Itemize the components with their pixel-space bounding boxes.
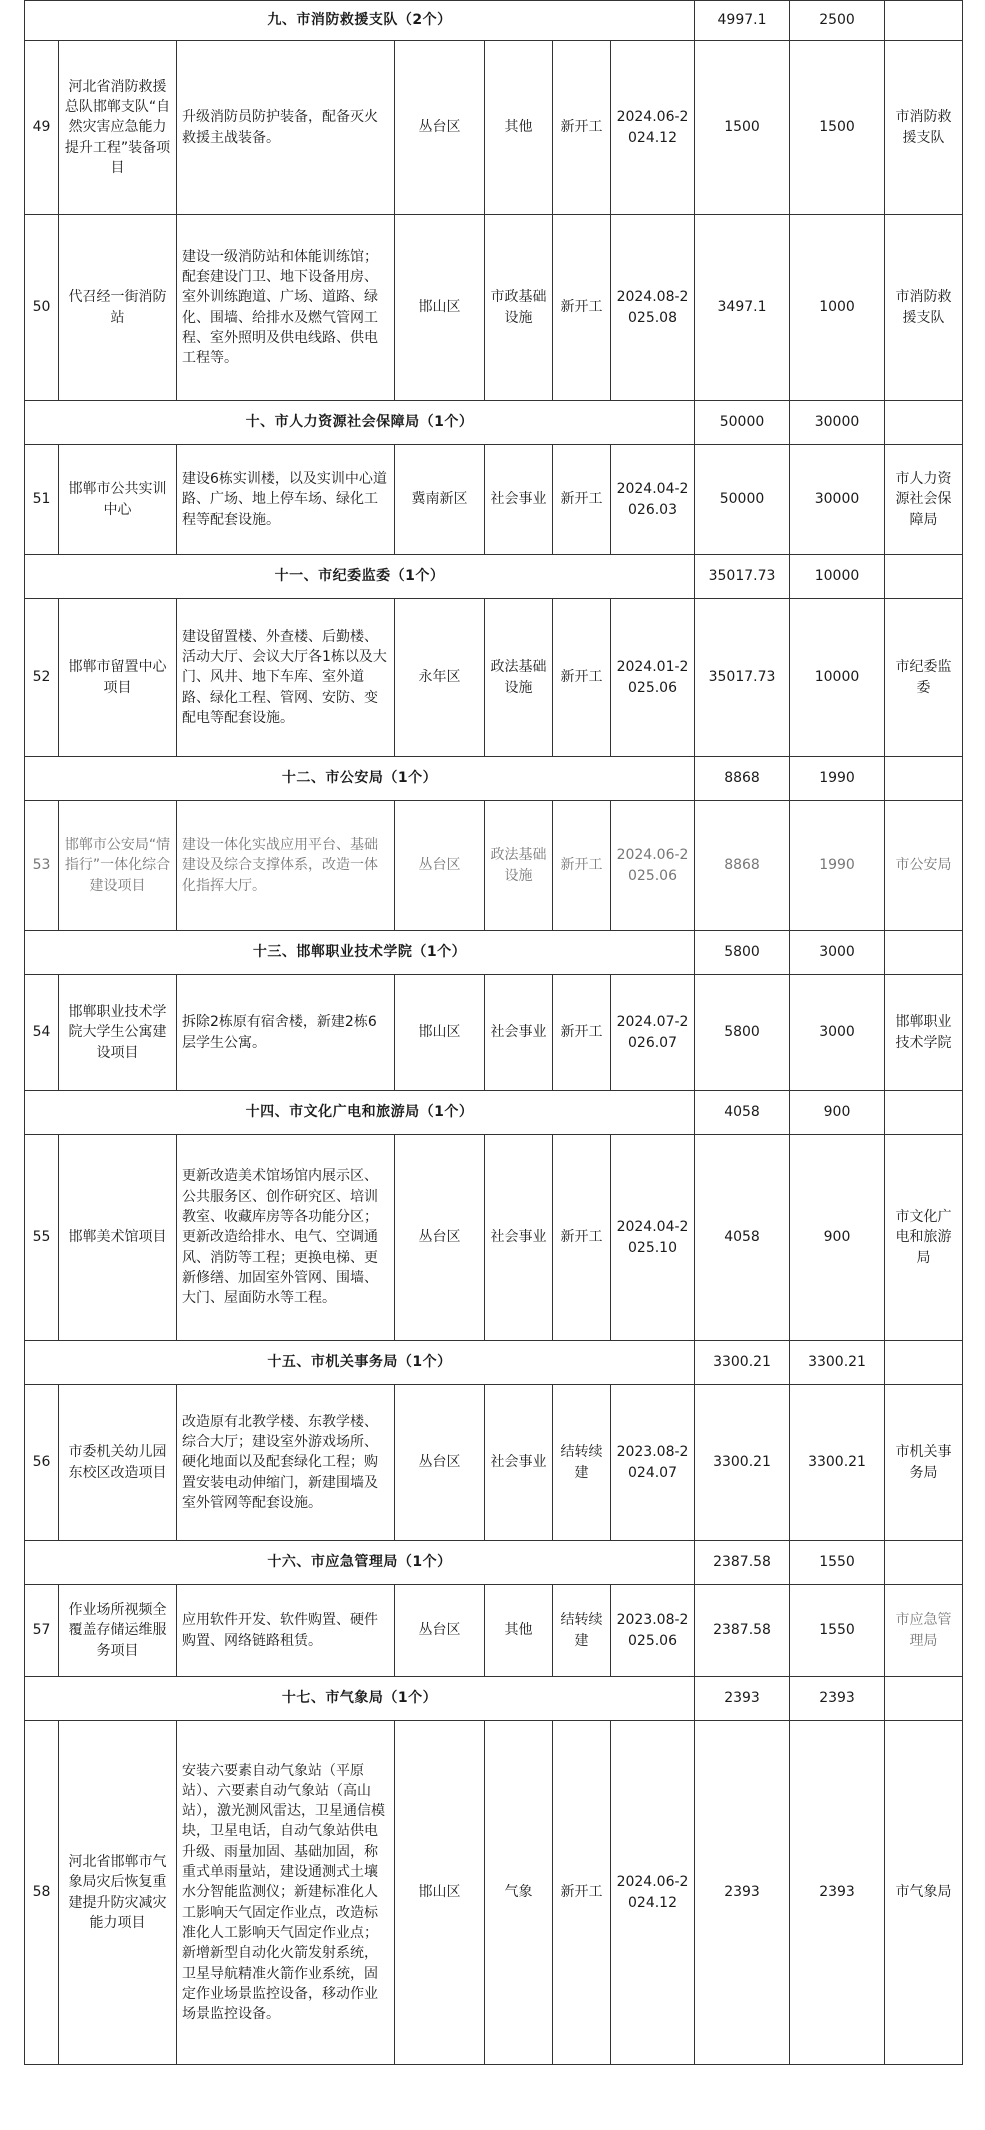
project-content: 建设一级消防站和体能训练馆；配套建设门卫、地下设备用房、室外训练跑道、广场、道路、绿化、围墙、给排水及燃气管网工程、室外照明及供电线路、供电工程等。: [177, 215, 395, 401]
project-annual-investment: 1000: [790, 215, 885, 401]
project-content: 安装六要素自动气象站（平原站）、六要素自动气象站（高山站），激光测风雷达，卫星通信模块，卫星电话，自动气象站供电升级、雨量加固、基础加固，称重式单雨量站，建设通测式土壤水分智能监测仪；新建标准化人工影响天气固定作业点，改造标准化人工影响天气固定作业点；新增新型自动化火箭发射系统，卫星导航精准火箭作业系统，固定作业场景监控设备，移动作业场景监控设备。: [177, 1721, 395, 2065]
project-row: [25, 975, 963, 1091]
group-total-investment: 35017.73: [695, 555, 790, 599]
project-name: 邯郸市留置中心项目: [59, 599, 177, 757]
project-total-investment: 35017.73: [695, 599, 790, 757]
project-annual-investment: 10000: [790, 599, 885, 757]
project-total-investment: 4058: [695, 1135, 790, 1341]
group-row: [25, 757, 963, 801]
group-row: [25, 401, 963, 445]
project-type: 社会事业: [485, 445, 553, 555]
group-total-investment: 4058: [695, 1091, 790, 1135]
project-type: 市政基础设施: [485, 215, 553, 401]
group-total-investment: 50000: [695, 401, 790, 445]
project-status: 新开工: [553, 801, 611, 931]
project-name: 邯郸市公共实训中心: [59, 445, 177, 555]
group-total-investment: 3300.21: [695, 1341, 790, 1385]
project-period: 2023.08-2024.07: [611, 1385, 695, 1541]
group-total-investment: 5800: [695, 931, 790, 975]
group-total-investment: 8868: [695, 757, 790, 801]
project-status: 新开工: [553, 445, 611, 555]
group-row: [25, 1, 963, 41]
group-title: 十四、市文化广电和旅游局（1个）: [25, 1091, 695, 1135]
project-number: 50: [25, 215, 59, 401]
project-status: 结转续建: [553, 1585, 611, 1677]
project-number: 52: [25, 599, 59, 757]
project-type: 社会事业: [485, 975, 553, 1091]
project-name: 市委机关幼儿园东校区改造项目: [59, 1385, 177, 1541]
project-name: 邯郸职业技术学院大学生公寓建设项目: [59, 975, 177, 1091]
project-table: [24, 0, 963, 2065]
project-status: 新开工: [553, 975, 611, 1091]
group-annual-investment: 900: [790, 1091, 885, 1135]
project-responsible-unit: 市公安局: [885, 801, 963, 931]
project-responsible-unit: 市气象局: [885, 1721, 963, 2065]
project-content: 建设6栋实训楼，以及实训中心道路、广场、地上停车场、绿化工程等配套设施。: [177, 445, 395, 555]
group-annual-investment: 3000: [790, 931, 885, 975]
project-total-investment: 5800: [695, 975, 790, 1091]
group-title: 九、市消防救援支队（2个）: [25, 1, 695, 41]
group-row: [25, 1541, 963, 1585]
group-empty-cell: [885, 757, 963, 801]
group-title: 十七、市气象局（1个）: [25, 1677, 695, 1721]
project-annual-investment: 3000: [790, 975, 885, 1091]
project-location: 丛台区: [395, 41, 485, 215]
project-content: 应用软件开发、软件购置、硬件购置、网络链路租赁。: [177, 1585, 395, 1677]
project-row: [25, 41, 963, 215]
group-empty-cell: [885, 1091, 963, 1135]
project-number: 53: [25, 801, 59, 931]
project-responsible-unit: 市纪委监委: [885, 599, 963, 757]
project-name: 邯郸美术馆项目: [59, 1135, 177, 1341]
project-status: 新开工: [553, 1721, 611, 2065]
project-name: 邯郸市公安局“情指行”一体化综合建设项目: [59, 801, 177, 931]
project-responsible-unit: 市文化广电和旅游局: [885, 1135, 963, 1341]
project-status: 新开工: [553, 215, 611, 401]
project-content: 拆除2栋原有宿舍楼，新建2栋6层学生公寓。: [177, 975, 395, 1091]
project-location: 邯山区: [395, 215, 485, 401]
project-total-investment: 3497.1: [695, 215, 790, 401]
group-total-investment: 2387.58: [695, 1541, 790, 1585]
project-annual-investment: 2393: [790, 1721, 885, 2065]
project-type: 其他: [485, 41, 553, 215]
project-row: [25, 445, 963, 555]
project-number: 58: [25, 1721, 59, 2065]
project-location: 丛台区: [395, 801, 485, 931]
project-annual-investment: 1550: [790, 1585, 885, 1677]
project-type: 社会事业: [485, 1135, 553, 1341]
project-number: 56: [25, 1385, 59, 1541]
project-content: 建设一体化实战应用平台、基础建设及综合支撑体系，改造一体化指挥大厅。: [177, 801, 395, 931]
project-number: 57: [25, 1585, 59, 1677]
project-location: 邯山区: [395, 1721, 485, 2065]
project-responsible-unit: 市应急管理局: [885, 1585, 963, 1677]
project-location: 永年区: [395, 599, 485, 757]
project-name: 河北省消防救援总队邯郸支队“自然灾害应急能力提升工程”装备项目: [59, 41, 177, 215]
project-total-investment: 2387.58: [695, 1585, 790, 1677]
project-annual-investment: 30000: [790, 445, 885, 555]
project-period: 2023.08-2025.06: [611, 1585, 695, 1677]
project-content: 建设留置楼、外查楼、后勤楼、活动大厅、会议大厅各1栋以及大门、风井、地下车库、室外道路、绿化工程、管网、安防、变配电等配套设施。: [177, 599, 395, 757]
group-annual-investment: 1550: [790, 1541, 885, 1585]
project-row: [25, 801, 963, 931]
project-type: 其他: [485, 1585, 553, 1677]
group-row: [25, 1677, 963, 1721]
project-type: 政法基础设施: [485, 801, 553, 931]
project-location: 丛台区: [395, 1385, 485, 1541]
group-title: 十三、邯郸职业技术学院（1个）: [25, 931, 695, 975]
project-responsible-unit: 市消防救援支队: [885, 41, 963, 215]
project-annual-investment: 1990: [790, 801, 885, 931]
group-row: [25, 555, 963, 599]
group-empty-cell: [885, 555, 963, 599]
group-annual-investment: 1990: [790, 757, 885, 801]
project-number: 54: [25, 975, 59, 1091]
project-responsible-unit: 市机关事务局: [885, 1385, 963, 1541]
project-location: 邯山区: [395, 975, 485, 1091]
project-type: 政法基础设施: [485, 599, 553, 757]
project-location: 丛台区: [395, 1135, 485, 1341]
project-type: 气象: [485, 1721, 553, 2065]
group-title: 十一、市纪委监委（1个）: [25, 555, 695, 599]
project-status: 新开工: [553, 599, 611, 757]
project-location: 冀南新区: [395, 445, 485, 555]
project-period: 2024.04-2026.03: [611, 445, 695, 555]
table-body: [25, 1, 963, 2065]
project-content: 更新改造美术馆场馆内展示区、公共服务区、创作研究区、培训教室、收藏库房等各功能分区；更新改造给排水、电气、空调通风、消防等工程；更换电梯、更新修缮、加固室外管网、围墙、大门、屋面防水等工程。: [177, 1135, 395, 1341]
group-annual-investment: 30000: [790, 401, 885, 445]
project-period: 2024.04-2025.10: [611, 1135, 695, 1341]
group-empty-cell: [885, 1341, 963, 1385]
project-annual-investment: 1500: [790, 41, 885, 215]
project-content: 改造原有北教学楼、东教学楼、综合大厅；建设室外游戏场所、硬化地面以及配套绿化工程；购置安装电动伸缩门，新建围墙及室外管网等配套设施。: [177, 1385, 395, 1541]
group-title: 十二、市公安局（1个）: [25, 757, 695, 801]
group-total-investment: 4997.1: [695, 1, 790, 41]
project-name: 代召经一街消防站: [59, 215, 177, 401]
project-total-investment: 2393: [695, 1721, 790, 2065]
group-empty-cell: [885, 931, 963, 975]
project-period: 2024.06-2025.06: [611, 801, 695, 931]
project-responsible-unit: 市人力资源社会保障局: [885, 445, 963, 555]
project-content: 升级消防员防护装备，配备灭火救援主战装备。: [177, 41, 395, 215]
project-number: 51: [25, 445, 59, 555]
group-row: [25, 931, 963, 975]
project-name: 河北省邯郸市气象局灾后恢复重建提升防灾减灾能力项目: [59, 1721, 177, 2065]
project-period: 2024.08-2025.08: [611, 215, 695, 401]
project-period: 2024.06-2024.12: [611, 1721, 695, 2065]
project-status: 新开工: [553, 41, 611, 215]
group-empty-cell: [885, 1541, 963, 1585]
project-period: 2024.06-2024.12: [611, 41, 695, 215]
group-empty-cell: [885, 1677, 963, 1721]
group-total-investment: 2393: [695, 1677, 790, 1721]
project-total-investment: 8868: [695, 801, 790, 931]
project-status: 新开工: [553, 1135, 611, 1341]
project-row: [25, 1135, 963, 1341]
group-title: 十、市人力资源社会保障局（1个）: [25, 401, 695, 445]
group-title: 十六、市应急管理局（1个）: [25, 1541, 695, 1585]
project-number: 49: [25, 41, 59, 215]
project-total-investment: 50000: [695, 445, 790, 555]
project-status: 结转续建: [553, 1385, 611, 1541]
project-number: 55: [25, 1135, 59, 1341]
group-annual-investment: 2393: [790, 1677, 885, 1721]
group-empty-cell: [885, 401, 963, 445]
project-name: 作业场所视频全覆盖存储运维服务项目: [59, 1585, 177, 1677]
group-annual-investment: 3300.21: [790, 1341, 885, 1385]
project-period: 2024.01-2025.06: [611, 599, 695, 757]
project-responsible-unit: 邯郸职业技术学院: [885, 975, 963, 1091]
project-row: [25, 215, 963, 401]
project-row: [25, 1385, 963, 1541]
project-period: 2024.07-2026.07: [611, 975, 695, 1091]
group-annual-investment: 2500: [790, 1, 885, 41]
project-row: [25, 599, 963, 757]
project-responsible-unit: 市消防救援支队: [885, 215, 963, 401]
project-annual-investment: 900: [790, 1135, 885, 1341]
project-type: 社会事业: [485, 1385, 553, 1541]
group-row: [25, 1091, 963, 1135]
project-row: [25, 1585, 963, 1677]
project-location: 丛台区: [395, 1585, 485, 1677]
group-empty-cell: [885, 1, 963, 41]
project-row: [25, 1721, 963, 2065]
project-annual-investment: 3300.21: [790, 1385, 885, 1541]
project-total-investment: 3300.21: [695, 1385, 790, 1541]
project-total-investment: 1500: [695, 41, 790, 215]
group-annual-investment: 10000: [790, 555, 885, 599]
group-title: 十五、市机关事务局（1个）: [25, 1341, 695, 1385]
group-row: [25, 1341, 963, 1385]
